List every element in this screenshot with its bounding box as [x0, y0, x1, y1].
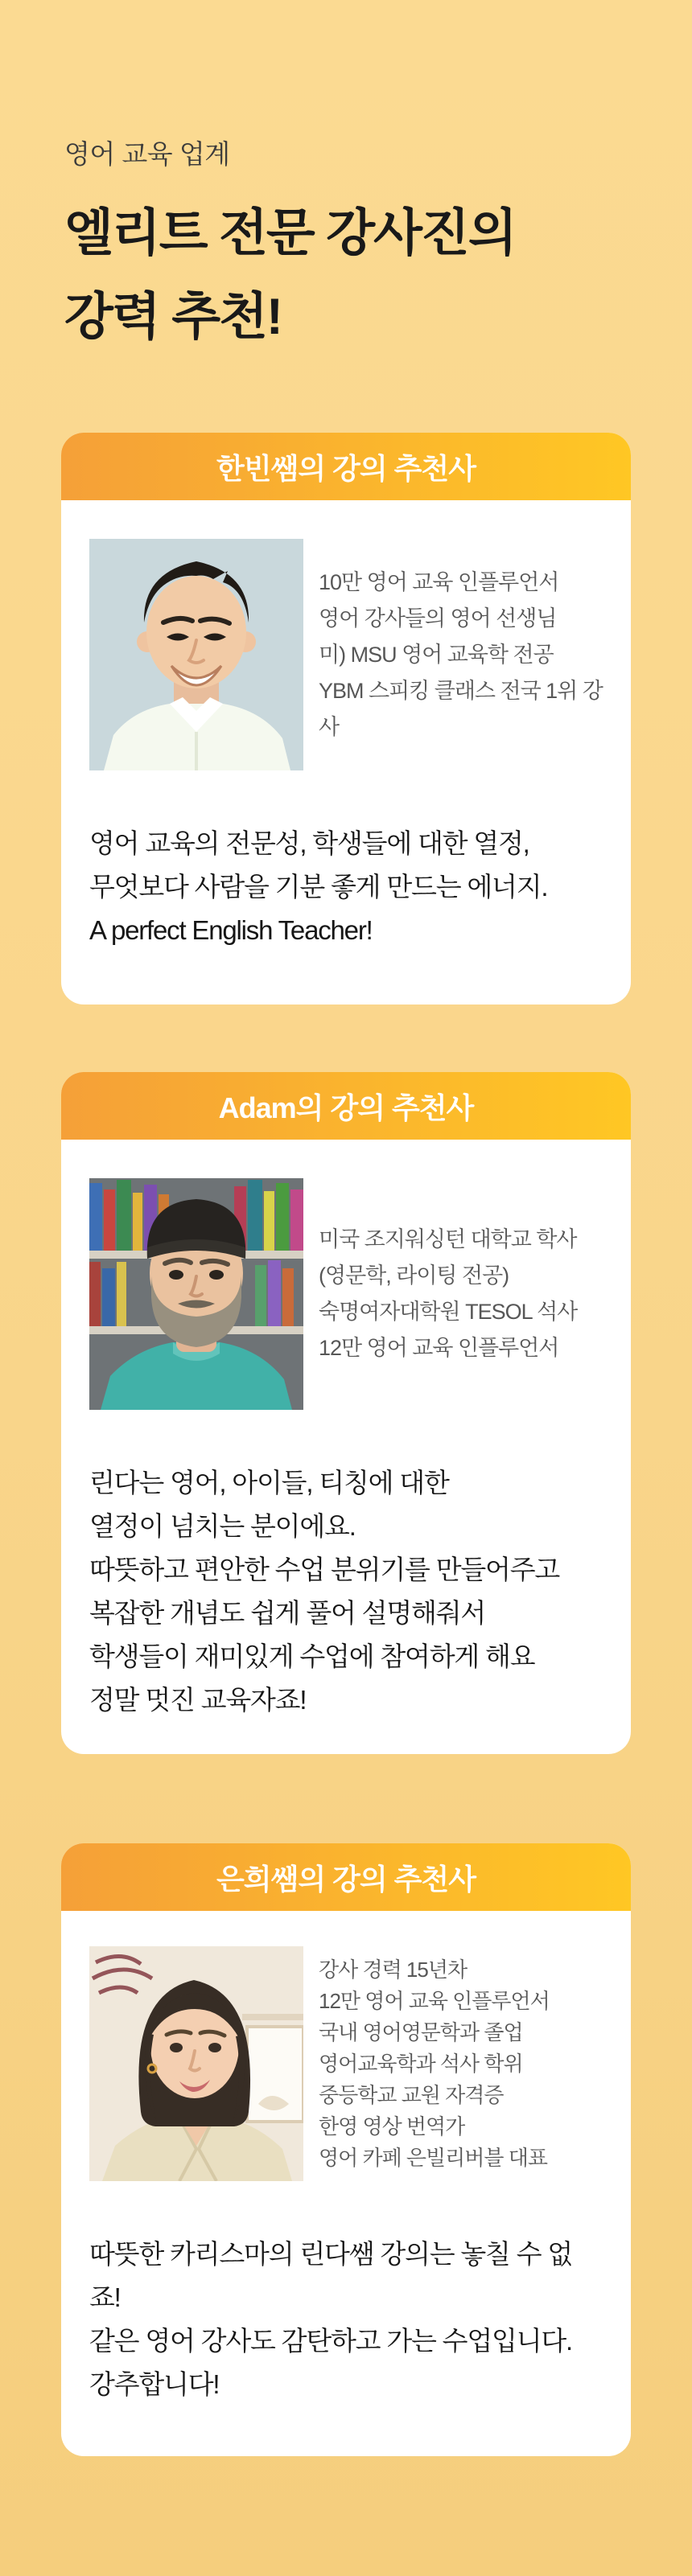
testimonial-line: 강추합니다!	[89, 2369, 220, 2399]
testimonial-text	[89, 1461, 603, 1722]
profile-row	[89, 539, 603, 770]
profile-row	[89, 1946, 603, 2181]
hero-section	[0, 0, 692, 359]
testimonial-card-hanbin	[61, 433, 631, 1005]
testimonial-line: 학생들이 재미있게 수업에 참여하게 해요	[89, 1641, 535, 1671]
credential-line: 국내 영어영문학과 졸업	[319, 2019, 523, 2044]
card-body-hanbin	[61, 500, 631, 1005]
credentials-list	[319, 565, 603, 746]
credential-line: 10만 영어 교육 인플루언서	[319, 569, 559, 594]
adam-photo	[89, 1178, 303, 1410]
credentials-list	[319, 1222, 577, 1366]
credential-line: 숙명여자대학원 TESOL 석사	[319, 1300, 578, 1324]
page-title-line2: 강력 추천!	[64, 289, 282, 345]
credential-line: 한영 영상 번역가	[319, 2114, 465, 2138]
hanbin-photo	[89, 539, 303, 770]
page-title-line1: 엘리트 전문 강사진의	[64, 205, 516, 261]
testimonial-card-eunhee	[61, 1843, 631, 2456]
page-title	[64, 191, 644, 359]
testimonial-line: 정말 멋진 교육자죠!	[89, 1685, 307, 1715]
testimonial-card-adam	[61, 1072, 631, 1754]
hero-eyebrow: 영어 교육 업계	[64, 139, 230, 169]
credential-line: 강사 경력 15년차	[319, 1957, 468, 1982]
card-header-title: 은희쌤의 강의 추천사	[216, 1862, 476, 1896]
credentials-list	[319, 1954, 550, 2174]
testimonial-line: 같은 영어 강사도 감탄하고 가는 수업입니다.	[89, 2326, 573, 2356]
credential-line: YBM 스피킹 클래스 전국 1위 강사	[319, 678, 603, 739]
testimonial-line: 열정이 넘치는 분이에요.	[89, 1511, 356, 1541]
card-header-title: Adam의 강의 추천사	[218, 1091, 474, 1124]
card-header-adam	[61, 1072, 631, 1140]
eunhee-portrait-illustration	[89, 1946, 303, 2181]
credential-line: 미) MSU 영어 교육학 전공	[319, 642, 554, 667]
credential-line: 영어 강사들의 영어 선생님	[319, 606, 557, 631]
testimonial-line: 따뜻한 카리스마의 린다쌤 강의는 놓칠 수 없죠!	[89, 2239, 573, 2312]
profile-row	[89, 1178, 603, 1410]
testimonial-line: 따뜻하고 편안한 수업 분위기를 만들어주고	[89, 1555, 560, 1584]
credential-line: 12만 영어 교육 인플루언서	[319, 1336, 559, 1360]
credential-line: 중등학교 교원 자격증	[319, 2082, 504, 2107]
credential-line: (영문학, 라이팅 전공)	[319, 1263, 509, 1288]
card-header-title: 한빈쌤의 강의 추천사	[216, 451, 476, 485]
adam-portrait-illustration	[89, 1178, 303, 1410]
credential-line: 영어 카페 은빌리버블 대표	[319, 2145, 547, 2170]
credential-line: 영어교육학과 석사 학위	[319, 2051, 523, 2076]
eunhee-photo	[89, 1946, 303, 2181]
testimonial-text	[89, 2233, 603, 2406]
card-body-adam	[61, 1140, 631, 1754]
testimonial-line: 린다는 영어, 아이들, 티칭에 대한	[89, 1468, 449, 1498]
testimonial-text	[89, 822, 603, 952]
credential-line: 12만 영어 교육 인플루언서	[319, 1988, 550, 2013]
card-body-eunhee	[61, 1911, 631, 2456]
hanbin-portrait-illustration	[89, 539, 303, 770]
card-header-hanbin	[61, 433, 631, 500]
testimonial-line: 영어 교육의 전문성, 학생들에 대한 열정,	[89, 828, 529, 858]
testimonial-line: 복잡한 개념도 쉽게 풀어 설명해줘서	[89, 1598, 486, 1628]
testimonial-line: A perfect English Teacher!	[89, 915, 373, 945]
testimonial-line: 무엇보다 사람을 기분 좋게 만드는 에너지.	[89, 872, 548, 902]
card-header-eunhee	[61, 1843, 631, 1911]
credential-line: 미국 조지워싱턴 대학교 학사	[319, 1227, 577, 1251]
